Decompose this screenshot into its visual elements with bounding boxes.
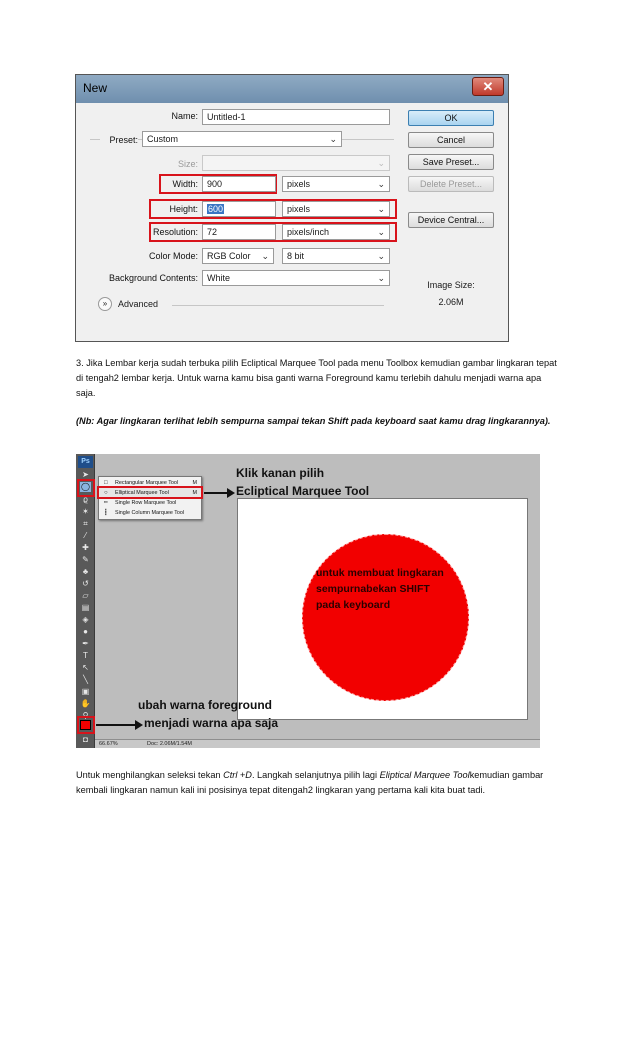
arrow-line: [204, 492, 228, 494]
flyout-item-label: Single Column Marquee Tool: [115, 510, 185, 516]
height-input[interactable]: [202, 201, 276, 217]
color-mode-select[interactable]: [202, 248, 274, 264]
step3-text: 3. Jika Lembar kerja sudah terbuka pilih Ecliptical Marquee Tool pada menu Toolbox kemudian gambar lingkaran tepat di tengah2 lembar kerja. Untuk warna kamu bisa ganti warna Foreground kamu terlebih dahulu menjadi warna apa saja.: [76, 358, 557, 398]
cancel-button[interactable]: Cancel: [408, 132, 494, 148]
preset-select-value: Custom: [147, 134, 179, 144]
flyout-item-shortcut: M: [192, 480, 197, 486]
notes-tool-icon[interactable]: ▣: [81, 687, 90, 696]
eraser-tool-icon[interactable]: ▱: [82, 591, 89, 600]
width-unit-select[interactable]: [282, 176, 390, 192]
elliptical-item-highlight-box: [97, 486, 203, 499]
closing-paragraph: [76, 768, 568, 798]
name-label: Name:: [171, 111, 198, 121]
flyout-item-label: Elliptical Marquee Tool: [115, 490, 169, 496]
resolution-input[interactable]: 72: [202, 224, 276, 240]
type-tool-icon[interactable]: T: [83, 651, 88, 660]
dialog-titlebar: [76, 75, 509, 103]
new-document-dialog: [75, 74, 509, 342]
flyout-item-label: Rectangular Marquee Tool: [115, 480, 179, 486]
flyout-item-label: Single Row Marquee Tool: [115, 500, 177, 506]
eyedropper-tool-icon[interactable]: ⁄: [84, 531, 87, 540]
preset-label: Preset:: [100, 135, 138, 145]
device-central-button[interactable]: Device Central...: [408, 212, 494, 228]
background-contents-select[interactable]: [202, 270, 390, 286]
annotation-circle-1: untuk membuat lingkaran: [316, 567, 444, 579]
crop-tool-icon[interactable]: ⌗: [83, 519, 88, 528]
red-circle-selection: [302, 534, 469, 701]
bit-depth-select[interactable]: [282, 248, 390, 264]
arrow-right-icon: [135, 720, 143, 730]
blur-tool-icon[interactable]: ◈: [82, 615, 89, 624]
closing-shortcut: Ctrl +D: [223, 770, 252, 780]
height-label: Height:: [169, 204, 198, 214]
photoshop-logo: Ps: [78, 456, 93, 468]
save-preset-button[interactable]: Save Preset...: [408, 154, 494, 170]
clone-stamp-icon[interactable]: ♣: [82, 567, 89, 576]
delete-preset-button: Delete Preset...: [408, 176, 494, 192]
size-label: Size:: [177, 159, 198, 169]
closing-text-1: Untuk menghilangkan seleksi tekan: [76, 770, 224, 780]
magic-wand-icon[interactable]: ✶: [82, 507, 89, 516]
marquee-tool-highlight-box: [77, 479, 95, 497]
annotation-right-click-1: Klik kanan pilih: [236, 466, 325, 480]
bit-depth-value: 8 bit: [287, 251, 305, 261]
size-select: [202, 155, 390, 171]
rectangular-marquee-icon: □: [104, 480, 108, 486]
name-input[interactable]: Untitled-1: [202, 109, 390, 125]
chevron-down-icon: ⌄: [377, 273, 385, 283]
resolution-unit-value: pixels/inch: [287, 227, 330, 237]
height-unit-select[interactable]: [282, 201, 390, 217]
closing-text-3: kemudian gambar kembali lingkaran namun kali ini posisinya tepat ditengah2 lingkaran yang pertama kali kita buat tadi.: [76, 770, 544, 795]
chevron-down-icon: ⌄: [377, 158, 385, 168]
annotation-foreground-1: ubah warna foreground: [138, 698, 273, 712]
chevron-down-icon: ⌄: [377, 251, 385, 261]
chevron-down-icon: ⌄: [377, 179, 385, 189]
marquee-tool-icon[interactable]: ◯: [81, 482, 90, 491]
flyout-item[interactable]: [99, 508, 201, 518]
foreground-highlight-box: [77, 716, 95, 734]
width-input[interactable]: 900: [202, 176, 276, 192]
healing-brush-icon[interactable]: ✚: [82, 543, 89, 552]
line-tool-icon[interactable]: ╲: [83, 675, 88, 684]
brush-tool-icon[interactable]: ✎: [82, 555, 89, 564]
image-size-value: 2.06M: [438, 297, 464, 307]
gradient-tool-icon[interactable]: ▤: [81, 603, 90, 612]
preset-select[interactable]: [142, 131, 342, 147]
flyout-item[interactable]: [99, 498, 201, 508]
single-row-marquee-icon: ┅: [104, 500, 108, 506]
step3-note: (Nb: Agar lingkaran terlihat lebih sempurna sampai tekan Shift pada keyboard saat kamu drag lingkarannya).: [76, 416, 551, 426]
dodge-tool-icon[interactable]: ●: [83, 627, 88, 636]
single-column-marquee-icon: ┇: [104, 510, 108, 516]
color-mode-value: RGB Color: [207, 251, 251, 261]
advanced-label: Advanced: [118, 299, 159, 309]
closing-tool-name: Eliptical Marquee Tool: [379, 770, 470, 780]
closing-text-2: . Langkah selanjutnya pilih lagi: [251, 770, 380, 780]
annotation-foreground-2: menjadi warna apa saja: [144, 716, 279, 730]
photoshop-screenshot: [76, 454, 540, 748]
advanced-toggle-icon[interactable]: »: [98, 297, 112, 311]
status-bar: [95, 739, 540, 748]
chevron-down-icon: ⌄: [377, 227, 385, 237]
ok-button[interactable]: OK: [408, 110, 494, 126]
image-size-label: Image Size:: [427, 280, 475, 290]
zoom-level[interactable]: 66.67%: [99, 741, 118, 747]
elliptical-marquee-icon: ○: [104, 490, 108, 496]
resolution-label: Resolution:: [152, 227, 198, 237]
hand-tool-icon[interactable]: ✋: [80, 699, 91, 708]
resolution-unit-select[interactable]: [282, 224, 390, 240]
toolbox: [76, 454, 95, 748]
background-contents-value: White: [207, 273, 231, 283]
chevron-down-icon: ⌄: [377, 204, 385, 214]
annotation-circle-3: pada keyboard: [316, 599, 391, 611]
flyout-item-shortcut: M: [192, 490, 197, 496]
dialog-title: New: [83, 81, 108, 95]
background-contents-label: Background Contents:: [108, 273, 198, 283]
color-mode-label: Color Mode:: [148, 251, 198, 261]
zoom-tool-icon[interactable]: ⚲: [82, 711, 89, 720]
close-icon[interactable]: ✕: [472, 77, 504, 96]
path-selection-icon[interactable]: ↖: [82, 663, 89, 672]
lasso-tool-icon[interactable]: ϱ: [83, 495, 88, 504]
quick-mask-icon[interactable]: ◘: [83, 735, 88, 744]
height-unit-value: pixels: [287, 204, 311, 214]
width-unit-value: pixels: [287, 179, 311, 189]
arrow-line: [96, 724, 136, 726]
doc-size: Doc: 2.06M/1.54M: [147, 741, 192, 747]
width-label: Width:: [172, 179, 198, 189]
chevron-down-icon: ⌄: [329, 134, 337, 144]
advanced-divider: [172, 305, 384, 306]
pen-tool-icon[interactable]: ✒: [82, 639, 89, 648]
move-tool-icon[interactable]: ➤: [82, 470, 89, 479]
chevron-down-icon: ⌄: [261, 251, 269, 261]
annotation-circle-2: sempurnabekan SHIFT: [316, 583, 430, 595]
history-brush-icon[interactable]: ↺: [82, 579, 89, 588]
arrow-right-icon: [227, 488, 235, 498]
annotation-right-click-2: Ecliptical Marquee Tool: [236, 484, 370, 498]
height-input-selected-text: 600: [208, 204, 224, 214]
